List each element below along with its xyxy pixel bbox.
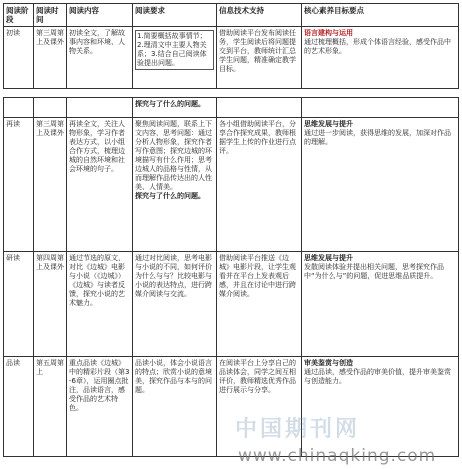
goal-text: 发散阅读体验并提出相关问题，思考探究作品中“为什么与”的问题，促进思维品质提升。 — [304, 263, 444, 280]
reading-plan-table-top — [3, 3, 459, 89]
goal-heading: 审美鉴赏与创造 — [304, 359, 353, 367]
cell-requirement — [133, 118, 217, 252]
cell-stage: 研读 — [4, 252, 34, 357]
cell-tech: 在阅读平台上分享自己的品读体会，同学之间互相评价，教师精选优秀作品进行展示与分享。 — [217, 357, 302, 457]
cell-stage: 品读 — [4, 357, 34, 457]
cell-requirement: 通过对比阅读，思考电影与小说的不同，如何评价为什么与与？比较电影与小说的表达特点，进行跨媒介阅读与交流。 — [133, 252, 217, 357]
requirement-text: 聚焦阅读问题，联系上下文内容，思考问题：通过分析人物形象，探究作者写作意图；探究边城的环境描写有什么作用；思考边城人的品格与性情，从而理解作品传达出的人性美、人情美。 — [135, 120, 212, 191]
table-row — [4, 252, 459, 357]
cell-stage: 再读 — [4, 118, 34, 252]
cell-time: 第五周第上 — [34, 357, 67, 457]
cont-cell-req: 探究与了什么的问题。 — [133, 98, 217, 118]
cont-cell-1 — [34, 98, 67, 118]
cell-content: 再读全文，关注人物形象，学习作者表达方式，以小组合作方式，梳理边城的自然环境和社会环境的句子。 — [67, 118, 133, 252]
cell-time: 第三周第上及课外 — [34, 118, 67, 252]
cell-tech: 借助阅读平台发布阅读任务，学生阅读后将问题提交到平台，教师统计汇总学生问题，精准确定教学目标。 — [217, 27, 302, 89]
cell-goal — [302, 252, 459, 357]
cell-tech: 各小组借助阅读平台，分享合作探究成果，教师根据学生上传的作业进行点评。 — [217, 118, 302, 252]
goal-text: 通过品读，感受作品的审美价值，提升审美鉴赏与创造能力。 — [304, 368, 451, 385]
goal-text: 通过梳理概括，形成个体语言经验，感受作品中的艺术形象。 — [304, 38, 451, 55]
goal-heading: 思维发展与提升 — [304, 254, 353, 262]
header-goal: 核心素养目标要点 — [302, 4, 459, 27]
table-row — [4, 27, 459, 89]
cell-content: 初读全文，了解故事内容和环境、人物关系。 — [67, 27, 133, 89]
cell-stage: 初读 — [4, 27, 34, 89]
header-row — [4, 4, 459, 27]
header-stage: 阅读阶段 — [4, 4, 34, 27]
site-url-watermark: www.chinaqking.com — [238, 446, 437, 466]
reading-plan-table-main — [3, 97, 459, 457]
header-content: 阅读内容 — [67, 4, 133, 27]
cont-cell-5 — [302, 98, 459, 118]
cell-content: 通过节选的原文，对比《边城》电影与小说（《边城》）《边城》与读者反馈，探究小说的艺术魅力。 — [67, 252, 133, 357]
table-row — [4, 118, 459, 252]
cell-goal — [302, 118, 459, 252]
journal-watermark: 中国期刊网 — [235, 417, 361, 442]
goal-text: 通过进一步阅读，获得思维的发展，加深对作品的理解。 — [304, 129, 451, 146]
table-row — [4, 357, 459, 457]
requirement-box: 1.简要概括故事情节；2.理清文中主要人物关系；3.结合自己阅读体验提出问题。 — [135, 30, 214, 70]
cell-time: 第四周第上及课外 — [34, 252, 67, 357]
cont-cell-0 — [4, 98, 34, 118]
cont-cell-2 — [67, 98, 133, 118]
continuation-row — [4, 98, 459, 118]
goal-heading: 语言建构与运用 — [304, 29, 353, 37]
header-tech: 信息技术支持 — [217, 4, 302, 27]
cell-tech: 借助阅读平台推送《边城》电影片段，让学生观看并在平台上发表观后感，并且在讨论中进行跨媒介阅读。 — [217, 252, 302, 357]
goal-heading: 思维发展与提升 — [304, 120, 353, 128]
cell-time: 第三周第上及课外 — [34, 27, 67, 89]
cell-goal — [302, 27, 459, 89]
cell-requirement: 品读小说，体会小说语言的特点；欣赏小说的意境美，探究作品与本与的问题。 — [133, 357, 217, 457]
requirement-tail: 探究与了什么的问题。 — [135, 192, 205, 200]
header-requirement: 阅读要求 — [133, 4, 217, 27]
cont-cell-4 — [217, 98, 302, 118]
cell-content: 重点品读《边城》中的精彩片段（第3-6章），运用圈点批注，品读语言，感受作品的艺术特色。 — [67, 357, 133, 457]
cell-requirement — [133, 27, 217, 89]
header-time: 阅读时间 — [34, 4, 67, 27]
